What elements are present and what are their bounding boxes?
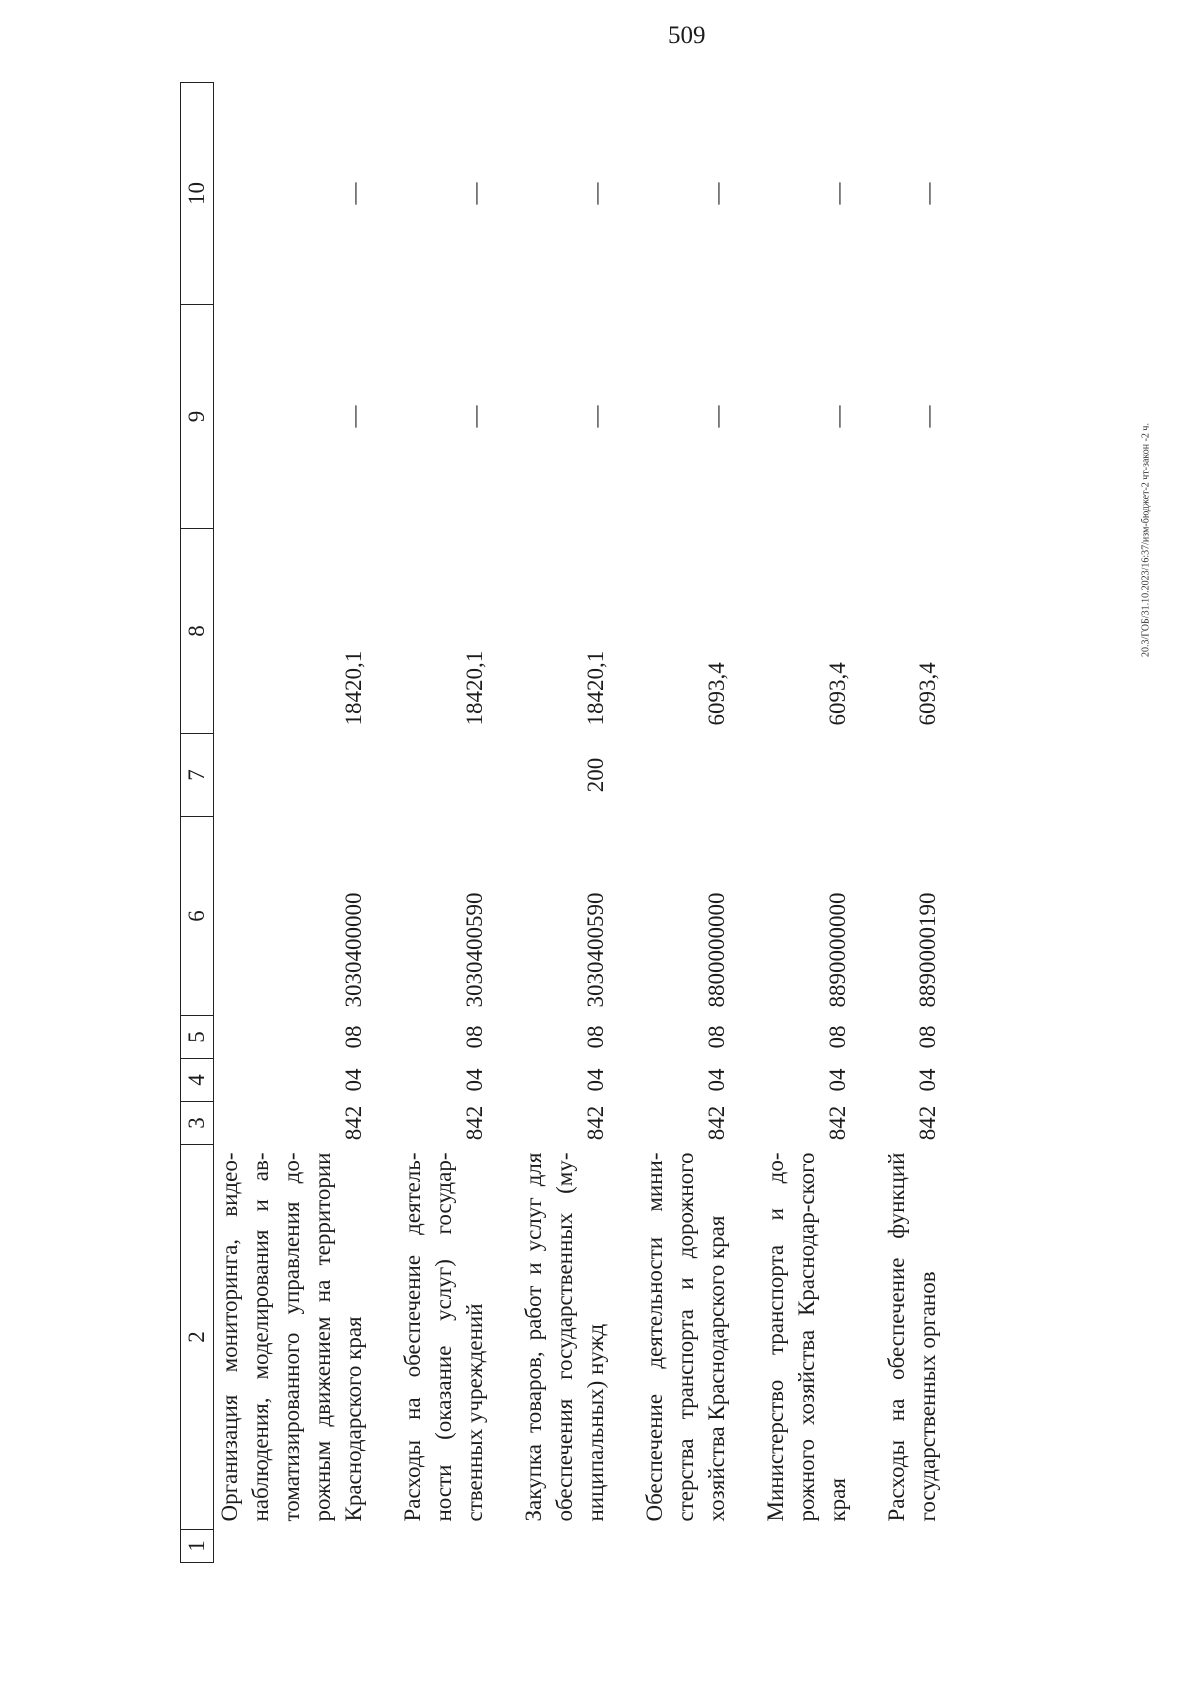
cell-name: Министерство транспорта и до-рожного хозяйства Краснодар-ского края <box>763 1152 850 1522</box>
rotated-table-wrapper <box>180 83 1080 1563</box>
cell-name: Обеспечение деятельности мини-стерства транспорта и дорожного хозяйства Краснодарского края <box>642 1152 729 1522</box>
column-header-10: 10 <box>181 83 214 305</box>
cell-c7 <box>214 734 370 817</box>
cell-c7: 200 <box>583 757 608 793</box>
cell-c10: — <box>915 182 940 205</box>
cell-c4: 04 <box>462 1068 487 1092</box>
cell-c10: — <box>704 182 729 205</box>
cell-c5: 08 <box>462 1025 487 1049</box>
row-spacer <box>732 83 760 1563</box>
cell-c10: — <box>583 182 608 205</box>
cell-c9: — <box>341 405 366 428</box>
cell-c5: 08 <box>583 1025 608 1049</box>
budget-table <box>180 82 943 1563</box>
cell-c4: 04 <box>915 1068 940 1092</box>
cell-c3: 842 <box>825 1105 850 1141</box>
cell-col1 <box>397 1530 490 1563</box>
cell-c6: 8890000000 <box>825 892 850 1008</box>
cell-c9: — <box>583 405 608 428</box>
cell-col1 <box>639 1530 732 1563</box>
cell-name: Расходы на обеспечение функций государственных органов <box>884 1152 940 1522</box>
cell-col1 <box>760 1530 853 1563</box>
cell-name: Организация мониторинга, видео-наблюдения, моделирования и ав-томатизированного управления до-рожным движением на территории Краснодарского края <box>217 1152 366 1522</box>
footer-code: 20.3/ГОБ/31.10.2023/16:37/изм-бюджет-2 чт-закон -2 ч. <box>1140 423 1152 657</box>
cell-c4: 04 <box>341 1068 366 1092</box>
cell-col1 <box>214 1530 370 1563</box>
cell-c4: 04 <box>583 1068 608 1092</box>
table-body <box>214 83 944 1563</box>
table-row <box>760 83 853 1563</box>
column-header-7: 7 <box>181 734 214 817</box>
column-header-6: 6 <box>181 817 214 1016</box>
row-spacer-cell <box>853 83 881 1563</box>
column-header-4: 4 <box>181 1059 214 1102</box>
cell-c8: 18420,1 <box>341 650 366 726</box>
cell-c8: 18420,1 <box>583 650 608 726</box>
cell-c5: 08 <box>915 1025 940 1049</box>
cell-col1 <box>881 1530 943 1563</box>
column-header-5: 5 <box>181 1016 214 1059</box>
cell-c8: 18420,1 <box>462 650 487 726</box>
cell-c3: 842 <box>583 1105 608 1141</box>
cell-c6: 8890000190 <box>915 892 940 1008</box>
table-row <box>214 83 370 1563</box>
cell-c6: 8800000000 <box>704 892 729 1008</box>
cell-c7 <box>881 734 943 817</box>
cell-c3: 842 <box>915 1105 940 1141</box>
row-spacer-cell <box>611 83 639 1563</box>
cell-c5: 08 <box>704 1025 729 1049</box>
cell-name: Расходы на обеспечение деятель-ности (оказание услуг) государ-ственных учреждений <box>400 1152 487 1522</box>
table-row <box>639 83 732 1563</box>
cell-c9: — <box>915 405 940 428</box>
table-row <box>397 83 490 1563</box>
column-header-8: 8 <box>181 529 214 734</box>
table-header <box>181 83 214 1563</box>
cell-c9: — <box>704 405 729 428</box>
row-spacer <box>853 83 881 1563</box>
table-row <box>881 83 943 1563</box>
column-header-1: 1 <box>181 1530 214 1563</box>
table-row <box>518 83 611 1563</box>
cell-c10: — <box>462 182 487 205</box>
cell-c5: 08 <box>825 1025 850 1049</box>
column-header-9: 9 <box>181 305 214 529</box>
cell-c7 <box>639 734 732 817</box>
cell-c7 <box>760 734 853 817</box>
cell-c9: — <box>825 405 850 428</box>
cell-c3: 842 <box>462 1105 487 1141</box>
cell-c6: 3030400000 <box>341 892 366 1008</box>
cell-c5: 08 <box>341 1025 366 1049</box>
cell-c9: — <box>462 405 487 428</box>
row-spacer <box>369 83 397 1563</box>
cell-c10: — <box>341 182 366 205</box>
cell-c10: — <box>825 182 850 205</box>
cell-c8: 6093,4 <box>704 662 729 726</box>
cell-c6: 3030400590 <box>583 892 608 1008</box>
cell-c3: 842 <box>341 1105 366 1141</box>
cell-c6: 3030400590 <box>462 892 487 1008</box>
cell-c4: 04 <box>825 1068 850 1092</box>
cell-c3: 842 <box>704 1105 729 1141</box>
cell-name: Закупка товаров, работ и услуг для обеспечения государственных (му-ниципальных) нужд <box>521 1152 608 1522</box>
row-spacer-cell <box>369 83 397 1563</box>
cell-c8: 6093,4 <box>915 662 940 726</box>
cell-c4: 04 <box>704 1068 729 1092</box>
row-spacer <box>490 83 518 1563</box>
column-header-2: 2 <box>181 1145 214 1530</box>
cell-col1 <box>518 1530 611 1563</box>
row-spacer-cell <box>732 83 760 1563</box>
column-header-3: 3 <box>181 1102 214 1145</box>
page-number: 509 <box>668 22 706 49</box>
cell-c7 <box>397 734 490 817</box>
row-spacer-cell <box>490 83 518 1563</box>
cell-c8: 6093,4 <box>825 662 850 726</box>
row-spacer <box>611 83 639 1563</box>
